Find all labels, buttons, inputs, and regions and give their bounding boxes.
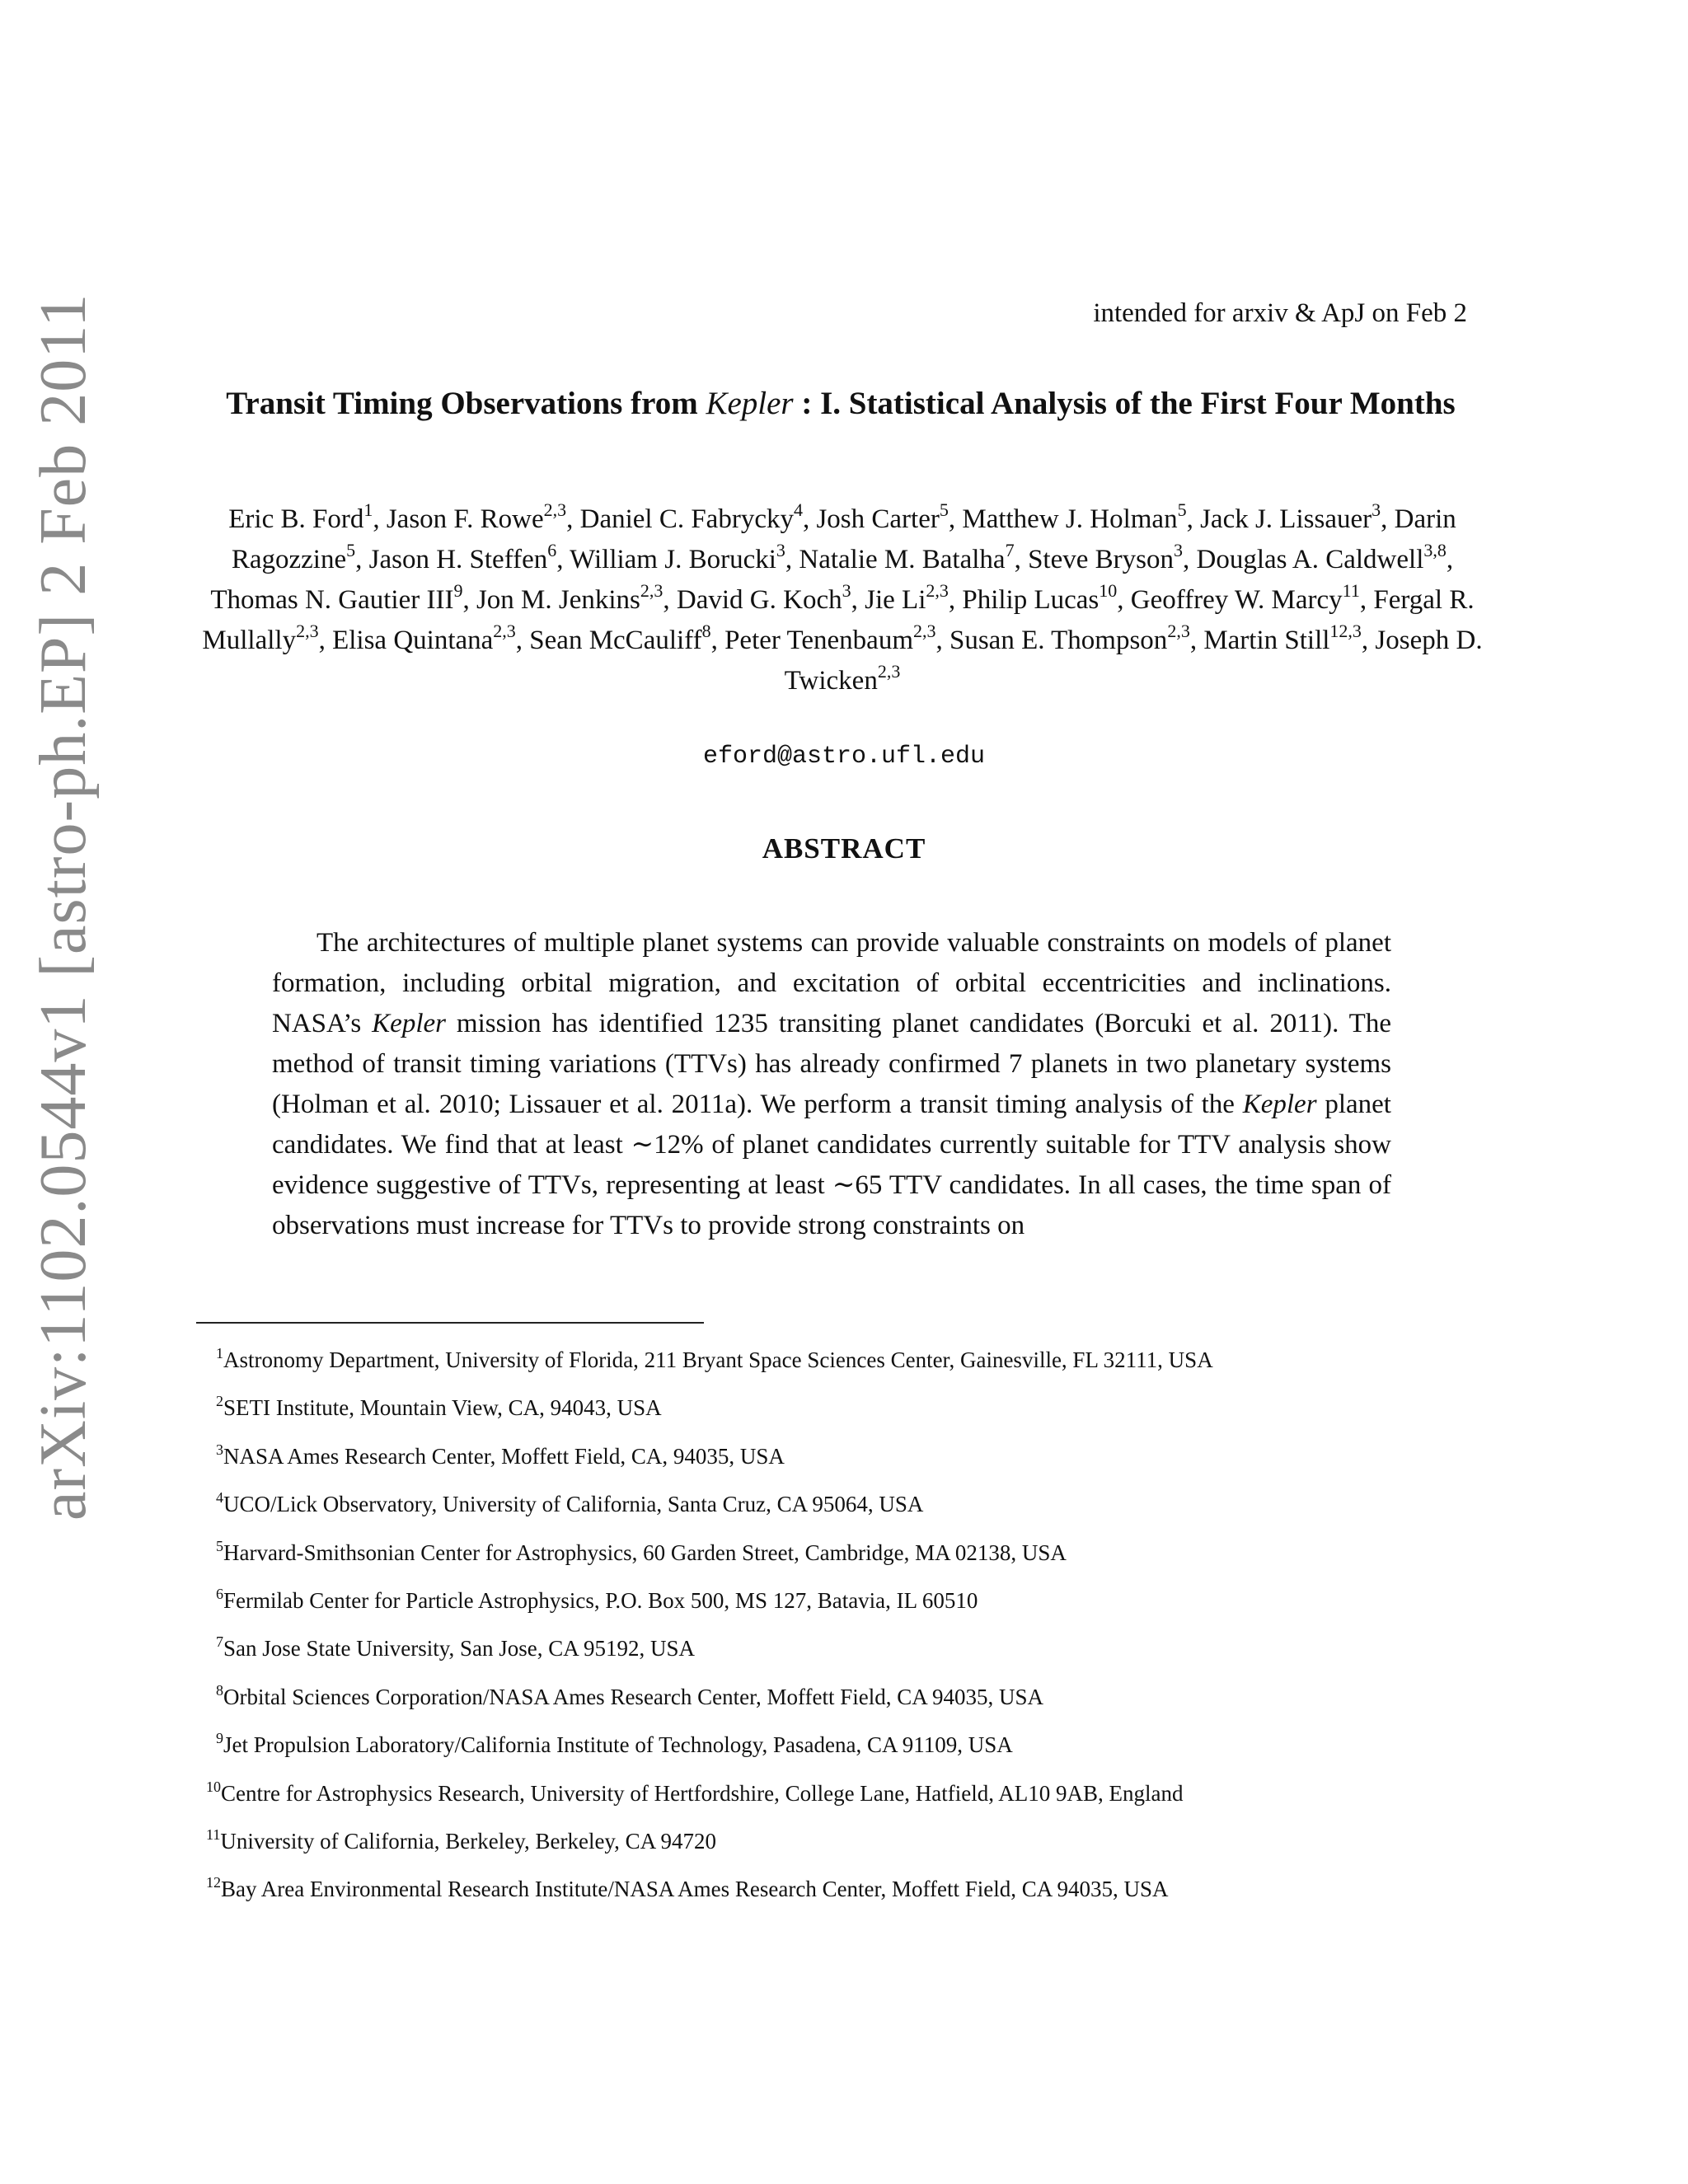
preprint-note: intended for arxiv & ApJ on Feb 2 — [1093, 298, 1467, 328]
author-name: Eric B. Ford — [228, 504, 364, 534]
author-affiliation-mark: 8 — [701, 621, 711, 641]
footnote-number: 1 — [216, 1345, 223, 1361]
title-mission-name: Kepler — [706, 386, 794, 421]
abstract-mission-name-2: Kepler — [1242, 1090, 1317, 1119]
abstract-text-2: mission has identified 1235 transiting planet candidates (Borcuki et al. 2011). The method of transit timing variations (TTVs) has already confirmed 7 planets in two planetary systems (Holman et al. 2010; Lissauer et al. 2011a). We perform a transit timing analysis of the — [272, 1009, 1391, 1119]
author-name: Susan E. Thompson — [949, 626, 1168, 655]
author-name: Jason F. Rowe — [386, 504, 544, 534]
footnote-number: 12 — [206, 1874, 221, 1891]
author-name: Philip Lucas — [962, 585, 1100, 615]
affiliation-footnote — [216, 1584, 1502, 1632]
author-name: Matthew J. Holman — [962, 504, 1178, 534]
author — [332, 621, 516, 655]
author — [1196, 540, 1447, 574]
author-name: Joseph D. Twicken — [784, 626, 1483, 696]
author-name: Josh Carter — [816, 504, 940, 534]
author-affiliation-mark: 5 — [939, 499, 949, 520]
affiliation-footnote — [216, 1343, 1502, 1391]
footnote-text: UCO/Lick Observatory, University of California, Santa Cruz, CA 95064, USA — [223, 1492, 924, 1517]
author — [386, 499, 567, 534]
author-name: Darin Ragozzine — [231, 504, 1456, 574]
author-affiliation-mark: 2,3 — [926, 580, 949, 601]
author-affiliation-mark: 2,3 — [543, 499, 567, 520]
abstract-body — [272, 923, 1391, 1246]
footnote-text: Centre for Astrophysics Research, University of Hertfordshire, College Lane, Hatfield, AL10 9AB, England — [221, 1780, 1184, 1806]
author-affiliation-mark: 2,3 — [296, 621, 319, 641]
affiliation-footnote — [216, 1632, 1502, 1680]
footnote-number: 7 — [216, 1633, 223, 1651]
abstract-text-1: The architectures of multiple planet systems can provide valuable constraints on models of planet formation, including orbital migration, and excitation of orbital eccentricities and inclinations. NASA’s — [272, 928, 1391, 1038]
author — [1203, 621, 1362, 655]
affiliation-footnote — [216, 1488, 1502, 1535]
author — [816, 499, 949, 534]
author — [476, 580, 663, 615]
author — [962, 580, 1118, 615]
author-name: Sean McCauliff — [529, 626, 702, 655]
author — [368, 540, 557, 574]
author-affiliation-mark: 2,3 — [912, 621, 936, 641]
affiliation-footnote — [206, 1777, 1502, 1825]
title-part-2: : I. Statistical Analysis of the First Four Months — [793, 386, 1456, 421]
author — [210, 580, 463, 615]
footnote-number: 11 — [206, 1825, 221, 1843]
author-name: Jie Li — [865, 585, 926, 615]
affiliation-footnote — [206, 1825, 1502, 1872]
footnote-text: Harvard-Smithsonian Center for Astrophysics, 60 Garden Street, Cambridge, MA 02138, USA — [223, 1540, 1067, 1565]
footnote-number: 10 — [206, 1778, 221, 1795]
affiliation-footnote — [216, 1728, 1502, 1776]
author — [228, 499, 373, 534]
author-name: Martin Still — [1203, 626, 1330, 655]
author-name: William J. Borucki — [570, 545, 776, 574]
footnote-text: NASA Ames Research Center, Moffett Field, CA, 94035, USA — [223, 1443, 785, 1469]
affiliation-footnote — [206, 1872, 1502, 1920]
arxiv-identifier-stamp: arXiv:1102.0544v1 [astro-ph.EP] 2 Feb 2011 — [27, 293, 100, 1521]
title-part-1: Transit Timing Observations from — [226, 386, 706, 421]
author — [570, 540, 785, 574]
footnote-text: Fermilab Center for Particle Astrophysics, P.O. Box 500, MS 127, Batavia, IL 60510 — [223, 1587, 978, 1613]
author-affiliation-mark: 10 — [1099, 580, 1118, 601]
footnote-number: 3 — [216, 1441, 223, 1458]
author-name: Daniel C. Fabrycky — [579, 504, 794, 534]
author-affiliation-mark: 2,3 — [1167, 621, 1190, 641]
author-affiliation-mark: 2,3 — [877, 661, 901, 682]
author — [1130, 580, 1360, 615]
footnote-text: University of California, Berkeley, Berkeley, CA 94720 — [220, 1828, 716, 1854]
author-name: Geoffrey W. Marcy — [1130, 585, 1343, 615]
author — [799, 540, 1015, 574]
author-affiliation-mark: 1 — [363, 499, 373, 520]
author-affiliation-mark: 4 — [793, 499, 803, 520]
author-name: Douglas A. Caldwell — [1196, 545, 1424, 574]
author — [949, 621, 1190, 655]
contact-email[interactable]: eford@astro.ufl.edu — [702, 743, 986, 771]
author — [579, 499, 803, 534]
author-name: Steve Bryson — [1028, 545, 1174, 574]
author-affiliation-mark: 7 — [1005, 540, 1015, 560]
author-name: Peter Tenenbaum — [724, 626, 913, 655]
footnote-text: Jet Propulsion Laboratory/California Institute of Technology, Pasadena, CA 91109, USA — [223, 1732, 1013, 1758]
author-affiliation-mark: 9 — [453, 580, 463, 601]
footnote-number: 5 — [216, 1537, 223, 1554]
author-affiliation-mark: 2,3 — [493, 621, 516, 641]
author-name: Natalie M. Batalha — [799, 545, 1006, 574]
author-affiliation-mark: 3 — [842, 580, 851, 601]
affiliation-footnote — [216, 1536, 1502, 1584]
abstract-heading: ABSTRACT — [762, 832, 926, 865]
author-name: Jason H. Steffen — [368, 545, 548, 574]
author-affiliation-mark: 12,3 — [1329, 621, 1362, 641]
author — [865, 580, 949, 615]
author-name: Fergal R. Mullally — [202, 585, 1475, 655]
author — [724, 621, 936, 655]
author-affiliation-mark: 3,8 — [1423, 540, 1447, 560]
abstract-mission-name-1: Kepler — [372, 1009, 446, 1038]
author-affiliation-mark: 6 — [547, 540, 557, 560]
author — [1028, 540, 1183, 574]
footnote-number: 9 — [216, 1730, 223, 1747]
footnote-number: 6 — [216, 1585, 223, 1602]
footnote-text: San Jose State University, San Jose, CA 95192, USA — [223, 1636, 695, 1661]
author-affiliation-mark: 11 — [1342, 580, 1360, 601]
author-affiliation-mark: 3 — [776, 540, 785, 560]
footnote-number: 2 — [216, 1393, 223, 1410]
author-name: David G. Koch — [676, 585, 842, 615]
author-name: Thomas N. Gautier III — [210, 585, 454, 615]
author-affiliation-mark: 3 — [1173, 540, 1183, 560]
footnote-text: Astronomy Department, University of Florida, 211 Bryant Space Sciences Center, Gainesville, FL 32111, USA — [223, 1347, 1213, 1372]
affiliation-footnote — [216, 1391, 1502, 1439]
author-affiliation-mark: 2,3 — [640, 580, 663, 601]
footnote-divider — [196, 1322, 704, 1324]
footnote-number: 4 — [216, 1489, 223, 1507]
footnote-text: Orbital Sciences Corporation/NASA Ames Research Center, Moffett Field, CA 94035, USA — [223, 1684, 1044, 1709]
author-list: Eric B. Ford$^1$, Jason F. Rowe$^{2,3}$, Daniel C. Fabrycky$^4$, Josh Carter$^5$, Matthew J. Holman$^5$, Jack J. Lissauer$^3$, Darin Ragozzine$^5$, Jason H. Steffen$^6$, William J. Borucki$^3$, Natalie M. Batalha$^7$, Steve Bryson$^3$, Douglas A. Caldwell$^{3,8}$, Thomas N. Gautier III$^9$, Jon M. Jenkins$^{2,3}$, David G. Koch$^3$, Jie Li$^{2,3}$, Philip Lucas$^{10}$, Geoffrey W. Marcy$^{11}$, Fergal R. Mullally$^{2,3}$, Elisa Quintana$^{2,3}$, Sean McCauliff$^8$, Peter Tenenbaum$^{2,3}$, Susan E. Thompson$^{2,3}$, Martin Still$^{12,3}$, Joseph D. Twicken$^{2,3}$ — [202, 499, 1483, 696]
author-name: Jon M. Jenkins — [476, 585, 640, 615]
author — [1200, 499, 1381, 534]
abstract-text-3: planet candidates. We find that at least ∼12% of planet candidates currently suitable for TTV analysis show evidence suggestive of TTVs, representing at least ∼65 TTV candidates. In all cases, the time span of observations must increase for TTVs to provide strong constraints on — [272, 1090, 1391, 1240]
author — [676, 580, 851, 615]
author — [962, 499, 1187, 534]
affiliation-footnote — [216, 1680, 1502, 1728]
author-affiliation-mark: 5 — [1177, 499, 1187, 520]
paper-title — [206, 383, 1475, 424]
author-name: Elisa Quintana — [332, 626, 494, 655]
footnote-number: 8 — [216, 1681, 223, 1699]
affiliation-footnote — [216, 1440, 1502, 1488]
author-affiliation-mark: 5 — [346, 540, 356, 560]
author-name: Jack J. Lissauer — [1200, 504, 1372, 534]
footnote-text: Bay Area Environmental Research Institute/NASA Ames Research Center, Moffett Field, CA 94035, USA — [221, 1877, 1169, 1902]
affiliation-footnotes — [206, 1343, 1502, 1921]
footnote-text: SETI Institute, Mountain View, CA, 94043, USA — [223, 1395, 662, 1421]
author-affiliation-mark: 3 — [1372, 499, 1381, 520]
author — [529, 621, 711, 655]
